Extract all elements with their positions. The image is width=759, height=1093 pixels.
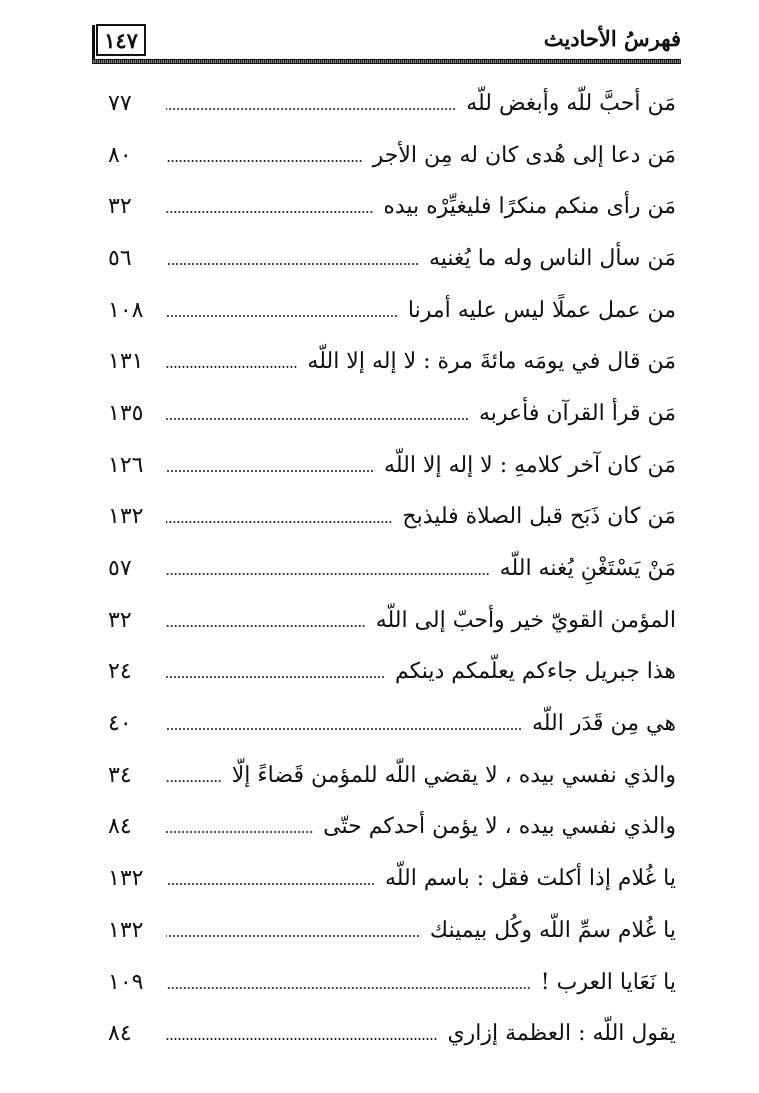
index-entry (108, 802, 676, 854)
dot-leader (166, 780, 222, 782)
index-entry (108, 285, 676, 337)
index-entry (108, 78, 676, 130)
header-rule (92, 59, 681, 64)
page-reference: ٥٦ (108, 245, 132, 271)
page-reference: ١٠٨ (108, 297, 144, 323)
page-reference: ٣٢ (108, 194, 132, 220)
index-entry (108, 492, 676, 544)
dot-leader (166, 418, 469, 420)
page-reference: ١٣٢ (108, 866, 144, 892)
index-entry (108, 1008, 676, 1060)
dot-leader (166, 1038, 437, 1040)
dot-leader (166, 315, 398, 317)
page-reference: ٨٤ (108, 1021, 132, 1047)
dot-leader (166, 573, 490, 575)
hadith-text: هي مِن قَدَر اللّه (531, 711, 676, 737)
index-entry (108, 595, 676, 647)
hadith-text: مَن كان ذَبَح قبل الصلاة فليذبح (402, 504, 676, 530)
dot-leader (166, 625, 366, 627)
hadith-index-list (108, 78, 676, 1060)
hadith-text: مَن رأى منكم منكرًا فليغيِّرْه بيده (383, 194, 676, 220)
dot-leader (166, 263, 419, 265)
hadith-text: مَن قرأ القرآن فأعربه (478, 400, 676, 426)
hadith-text: مَن دعا إلى هُدى كان له مِن الأجر (372, 142, 676, 168)
page-reference: ٢٤ (108, 659, 132, 685)
index-entry (108, 905, 676, 957)
page-header (96, 22, 681, 64)
hadith-text: مَن قال في يومَه مائةَ مرة : لا إله إلا اللّه (307, 349, 676, 375)
page-reference: ٨٤ (108, 814, 132, 840)
page-reference: ١٠٩ (108, 969, 144, 995)
index-entry (108, 130, 676, 182)
dot-leader (166, 160, 363, 162)
page-reference: ١٣٢ (108, 917, 144, 943)
dot-leader (166, 366, 297, 368)
hadith-text: هذا جبريل جاءكم يعلّمكم دينكم (394, 659, 676, 685)
dot-leader (166, 676, 385, 678)
index-entry (108, 388, 676, 440)
index-entry (108, 957, 676, 1009)
dot-leader (166, 831, 313, 833)
hadith-text: من عمل عملًا ليس عليه أمرنا (407, 297, 676, 323)
index-entry (108, 750, 676, 802)
dot-leader (166, 470, 374, 472)
dot-leader (166, 987, 531, 989)
dot-leader (166, 211, 373, 213)
index-entry (108, 440, 676, 492)
index-entry (108, 233, 676, 285)
running-title: فهرسُ الأحاديث (543, 26, 681, 51)
hadith-text: مَن سأل الناس وله ما يُغنيه (428, 245, 676, 271)
page-reference: ١٣١ (108, 349, 144, 375)
hadith-text: يقول اللّه : العظمة إزاري (447, 1021, 676, 1047)
hadith-text: والذي نفسي بيده ، لا يؤمن أحدكم حتّى (323, 814, 676, 840)
page-reference: ١٣٥ (108, 400, 144, 426)
index-entry (108, 336, 676, 388)
page-reference: ٣٢ (108, 607, 132, 633)
page-reference: ٤٠ (108, 711, 132, 737)
page-reference: ٥٧ (108, 556, 132, 582)
index-entry (108, 853, 676, 905)
hadith-text: والذي نفسي بيده ، لا يقضي اللّه للمؤمن قَضاءً إلّا (231, 762, 676, 788)
hadith-text: يا نَعَايا العرب ! (540, 969, 676, 995)
page-number: ١٤٧ (96, 24, 146, 56)
dot-leader (166, 883, 375, 885)
hadith-text: يا غُلام إذا أكلت فقل : باسم اللّه (384, 866, 676, 892)
page-reference: ١٣٢ (108, 504, 144, 530)
page-reference: ١٢٦ (108, 452, 144, 478)
hadith-text: المؤمن القويّ خير وأحبّ إلى اللّه (375, 607, 676, 633)
index-entry (108, 698, 676, 750)
page-reference: ٧٧ (108, 90, 132, 116)
dot-leader (166, 521, 392, 523)
index-entry (108, 181, 676, 233)
dot-leader (166, 728, 522, 730)
hadith-text: مَن أحبَّ للّه وأبغض للّه (466, 90, 676, 116)
index-entry (108, 543, 676, 595)
hadith-text: يا غُلام سمِّ اللّه وكُل بيمينك (429, 917, 676, 943)
index-entry (108, 647, 676, 699)
page-reference: ٨٠ (108, 142, 132, 168)
dot-leader (166, 935, 420, 937)
dot-leader (166, 108, 456, 110)
hadith-text: مَن كان آخر كلامهِ : لا إله إلا اللّه (384, 452, 676, 478)
page-reference: ٣٤ (108, 762, 132, 788)
hadith-text: مَنْ يَسْتَغْنِ يُغنه اللّه (499, 556, 676, 582)
